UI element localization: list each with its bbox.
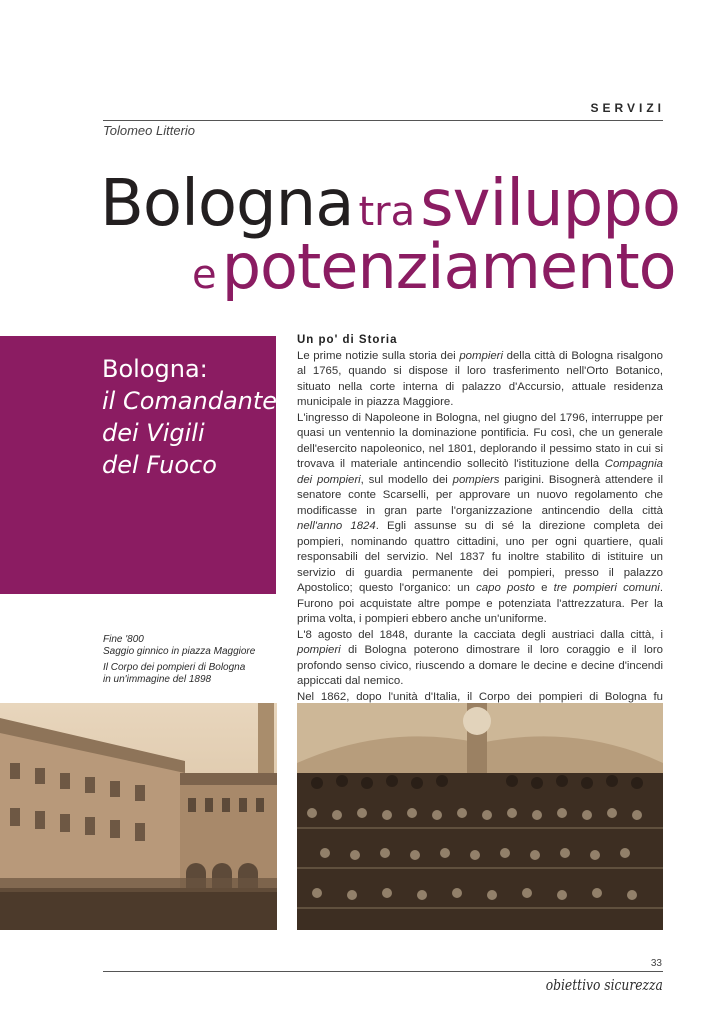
italic-run: pompieri: [297, 644, 341, 656]
sidebar-line-4: del Fuoco: [102, 451, 217, 479]
article-paragraph-3: [297, 628, 663, 690]
text-run: Nel 1862, dopo l'unità d'Italia, il Corpo dei pompieri di Bologna fu: [297, 690, 663, 703]
text-run: della città di Bologna risalgono al 1765, quando si dispose il loro trasferimento nell'Orto Botanico, situato nella corte interna di palazzo d'Accursio, attuale residenza municipale in piazza Maggiore.: [297, 349, 663, 408]
author-name: Tolomeo Litterio: [103, 123, 196, 138]
caption-1: [103, 634, 255, 658]
article-body: [297, 333, 663, 705]
caption-1-line-2: Saggio ginnico in piazza Maggiore: [103, 646, 256, 657]
italic-run: pompieri: [459, 349, 504, 362]
italic-run: capo posto: [476, 582, 535, 594]
italic-run: pompiers: [452, 473, 500, 486]
title-word-e: e: [192, 252, 217, 298]
title-word-bologna: Bologna: [100, 167, 354, 241]
article-paragraph-1: [297, 349, 663, 411]
photo-corpo-pompieri-image: [297, 703, 663, 930]
sidebar-line-3: dei Vigili: [102, 419, 205, 447]
section-label: SERVIZI: [590, 101, 665, 115]
photo-piazza-maggiore-image: [0, 703, 277, 930]
page-number: 33: [650, 958, 662, 969]
sidebar-heading: [102, 353, 277, 481]
italic-run: Compagnia dei pompieri: [297, 458, 663, 486]
sidebar-line-1: Bologna:: [102, 355, 208, 383]
title-word-potenziamento: potenziamento: [221, 230, 676, 303]
text-run: . Egli assunse su di sé la direzione completa dei pompieri, nominando quattro cittadini, uno per ogni quartiere, quali responsabili del servizio. Nel 1837 fu inoltre stabilito di istituire un servizio di guardia permanente dei pompieri, presso il palazzo Apostolico; questo l'organico: un: [297, 520, 663, 594]
italic-run: nell'anno 1824: [297, 520, 376, 532]
sidebar-line-2: il Comandante: [102, 387, 278, 415]
photo-corpo-pompieri-1898: [297, 703, 663, 930]
caption-2-line-2: in un'immagine del 1898: [103, 674, 212, 685]
text-run: parigini. Bisognerà attendere il senatore conte Scarselli, per approvare un nuovo regolamento che modificasse in gran parte l'organizzazione antincendio della città: [297, 473, 663, 517]
text-run: Le prime notizie sulla storia dei: [297, 349, 460, 362]
title-word-sviluppo: sviluppo: [420, 167, 680, 241]
magazine-brand: obiettivo sicurezza: [545, 976, 663, 994]
caption-1-line-1: Fine '800: [103, 634, 144, 645]
page-title-line2: [192, 230, 676, 303]
caption-2: [103, 662, 255, 686]
text-run: L'8 agosto del 1848, durante la cacciata degli austriaci dalla città, i: [297, 628, 663, 641]
italic-run: tre pompieri comuni: [553, 582, 660, 594]
text-run: e: [534, 582, 554, 594]
footer-rule: [103, 971, 663, 972]
article-heading: Un po' di Storia: [297, 334, 398, 346]
title-word-tra: tra: [358, 189, 416, 235]
text-run: L'ingresso di Napoleone in Bologna, nel giugno del 1796, interruppe per quasi un ventennio la dominazione pontificia. Fu così, che un generale dell'esercito napoleonico, nel 1801, deplorando il pessimo stato in cui si trovava il materiale antincendio sollecitò l'istituzione della: [297, 411, 663, 470]
text-run: , sul modello dei: [360, 473, 453, 486]
photo-piazza-maggiore: [0, 703, 277, 930]
text-run: . Furono poi acquistate altre pompe e potenziata l'attrezzatura. Per la prima volta, i pompieri ebbero anche un'uniforme.: [297, 582, 663, 625]
caption-2-line-1: Il Corpo dei pompieri di Bologna: [103, 662, 246, 673]
photo-captions: [103, 634, 255, 690]
article-paragraph-2: [297, 411, 663, 628]
header-rule: [103, 120, 663, 121]
page-title: [100, 167, 680, 241]
text-run: di Bologna poterono dimostrare il loro coraggio e il loro profondo senso civico, riuscendo a domare le decine e decine d'incendi appiccati dal nemico.: [297, 644, 663, 687]
